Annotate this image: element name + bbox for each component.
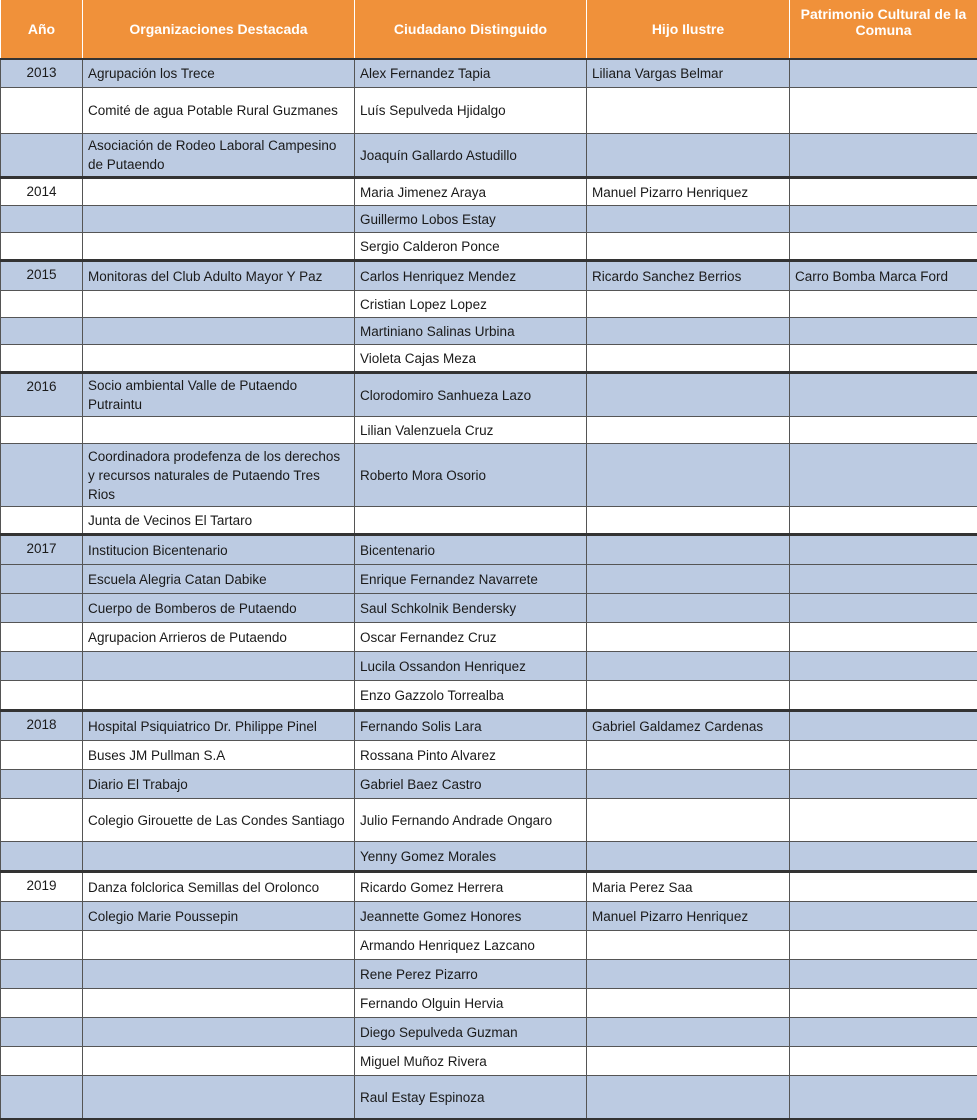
cell-patrimonio xyxy=(790,565,977,594)
cell-year xyxy=(1,989,83,1018)
cell-hijo xyxy=(587,623,790,652)
cell-org xyxy=(83,1047,355,1076)
cell-year xyxy=(1,799,83,842)
cell-year: 2013 xyxy=(1,59,83,88)
cell-citizen: Maria Jimenez Araya xyxy=(355,178,587,206)
table-row xyxy=(1,59,977,88)
table-row xyxy=(1,842,977,872)
cell-org xyxy=(83,291,355,318)
cell-org: Diario El Trabajo xyxy=(83,770,355,799)
table-row xyxy=(1,1047,977,1076)
table-row xyxy=(1,565,977,594)
cell-hijo: Ricardo Sanchez Berrios xyxy=(587,261,790,291)
cell-hijo xyxy=(587,1076,790,1120)
cell-year xyxy=(1,1047,83,1076)
cell-hijo xyxy=(587,565,790,594)
cell-citizen xyxy=(355,507,587,535)
table-row xyxy=(1,741,977,770)
cell-org xyxy=(83,318,355,345)
cell-patrimonio xyxy=(790,931,977,960)
table-row xyxy=(1,134,977,178)
table-row xyxy=(1,373,977,417)
cell-year xyxy=(1,417,83,444)
cell-patrimonio xyxy=(790,373,977,417)
cell-patrimonio xyxy=(790,1076,977,1120)
cell-patrimonio xyxy=(790,652,977,681)
cell-citizen: Enzo Gazzolo Torrealba xyxy=(355,681,587,711)
cell-hijo xyxy=(587,842,790,872)
cell-patrimonio xyxy=(790,1018,977,1047)
cell-year: 2019 xyxy=(1,872,83,902)
cell-patrimonio xyxy=(790,842,977,872)
cell-year xyxy=(1,88,83,134)
cell-hijo xyxy=(587,931,790,960)
cell-patrimonio xyxy=(790,594,977,623)
cell-org xyxy=(83,842,355,872)
cell-hijo xyxy=(587,291,790,318)
cell-citizen: Lilian Valenzuela Cruz xyxy=(355,417,587,444)
cell-patrimonio xyxy=(790,291,977,318)
cell-hijo xyxy=(587,417,790,444)
table-row xyxy=(1,989,977,1018)
cell-hijo: Gabriel Galdamez Cardenas xyxy=(587,711,790,741)
cell-year xyxy=(1,741,83,770)
cell-hijo xyxy=(587,652,790,681)
cell-org: Junta de Vecinos El Tartaro xyxy=(83,507,355,535)
cell-citizen: Armando Henriquez Lazcano xyxy=(355,931,587,960)
cell-citizen: Rene Perez Pizarro xyxy=(355,960,587,989)
cell-hijo: Liliana Vargas Belmar xyxy=(587,59,790,88)
cell-citizen: Raul Estay Espinoza xyxy=(355,1076,587,1120)
table-row xyxy=(1,178,977,206)
table-row xyxy=(1,261,977,291)
cell-hijo xyxy=(587,799,790,842)
header-hijo-ilustre: Hijo Ilustre xyxy=(587,0,790,59)
cell-org: Socio ambiental Valle de Putaendo Putraintu xyxy=(83,373,355,417)
cell-citizen: Julio Fernando Andrade Ongaro xyxy=(355,799,587,842)
cell-citizen: Alex Fernandez Tapia xyxy=(355,59,587,88)
table-row xyxy=(1,1018,977,1047)
table-row xyxy=(1,799,977,842)
header-year: Año xyxy=(1,0,83,59)
cell-patrimonio xyxy=(790,902,977,931)
cell-citizen: Fernando Olguin Hervia xyxy=(355,989,587,1018)
cell-year xyxy=(1,444,83,507)
cell-patrimonio: Carro Bomba Marca Ford xyxy=(790,261,977,291)
cell-org: Comité de agua Potable Rural Guzmanes xyxy=(83,88,355,134)
cell-year xyxy=(1,507,83,535)
header-distinguished-citizen: Ciudadano Distinguido xyxy=(355,0,587,59)
cell-citizen: Ricardo Gomez Herrera xyxy=(355,872,587,902)
cell-patrimonio xyxy=(790,88,977,134)
cell-org: Hospital Psiquiatrico Dr. Philippe Pinel xyxy=(83,711,355,741)
cell-hijo xyxy=(587,88,790,134)
cell-org xyxy=(83,345,355,373)
cell-hijo xyxy=(587,233,790,261)
cell-org: Coordinadora prodefenza de los derechos y recursos naturales de Putaendo Tres Rios xyxy=(83,444,355,507)
cell-patrimonio xyxy=(790,960,977,989)
cell-year xyxy=(1,134,83,178)
cell-year xyxy=(1,565,83,594)
cell-org: Cuerpo de Bomberos de Putaendo xyxy=(83,594,355,623)
cell-citizen: Joaquín Gallardo Astudillo xyxy=(355,134,587,178)
cell-patrimonio xyxy=(790,59,977,88)
cell-citizen: Jeannette Gomez Honores xyxy=(355,902,587,931)
cell-patrimonio xyxy=(790,417,977,444)
table-row xyxy=(1,318,977,345)
cell-org: Danza folclorica Semillas del Orolonco xyxy=(83,872,355,902)
cell-year xyxy=(1,623,83,652)
table-row xyxy=(1,931,977,960)
cell-org xyxy=(83,931,355,960)
cell-year: 2015 xyxy=(1,261,83,291)
cell-patrimonio xyxy=(790,741,977,770)
cell-patrimonio xyxy=(790,681,977,711)
cell-citizen: Clorodomiro Sanhueza Lazo xyxy=(355,373,587,417)
table-row xyxy=(1,652,977,681)
cell-patrimonio xyxy=(790,444,977,507)
table-row xyxy=(1,88,977,134)
cell-citizen: Oscar Fernandez Cruz xyxy=(355,623,587,652)
cell-hijo xyxy=(587,535,790,565)
cell-year xyxy=(1,1018,83,1047)
cell-year xyxy=(1,960,83,989)
cell-patrimonio xyxy=(790,178,977,206)
cell-org xyxy=(83,681,355,711)
cell-citizen: Lucila Ossandon Henriquez xyxy=(355,652,587,681)
cell-year xyxy=(1,842,83,872)
table-row xyxy=(1,417,977,444)
table-row xyxy=(1,770,977,799)
cell-year xyxy=(1,652,83,681)
cell-hijo: Manuel Pizarro Henriquez xyxy=(587,902,790,931)
cell-patrimonio xyxy=(790,770,977,799)
cell-hijo xyxy=(587,989,790,1018)
cell-org: Buses JM Pullman S.A xyxy=(83,741,355,770)
cell-patrimonio xyxy=(790,134,977,178)
cell-patrimonio xyxy=(790,233,977,261)
table-row xyxy=(1,444,977,507)
cell-org xyxy=(83,1076,355,1120)
cell-patrimonio xyxy=(790,1047,977,1076)
cell-hijo xyxy=(587,594,790,623)
cell-patrimonio xyxy=(790,507,977,535)
cell-hijo xyxy=(587,318,790,345)
table-row xyxy=(1,902,977,931)
cell-year: 2017 xyxy=(1,535,83,565)
cell-hijo xyxy=(587,444,790,507)
cell-hijo xyxy=(587,206,790,233)
table-row xyxy=(1,507,977,535)
table-row xyxy=(1,233,977,261)
cell-org: Colegio Girouette de Las Condes Santiago xyxy=(83,799,355,842)
cell-year: 2016 xyxy=(1,373,83,417)
cell-patrimonio xyxy=(790,799,977,842)
cell-year: 2014 xyxy=(1,178,83,206)
cell-year xyxy=(1,931,83,960)
cell-year xyxy=(1,291,83,318)
cell-citizen: Guillermo Lobos Estay xyxy=(355,206,587,233)
cell-year xyxy=(1,233,83,261)
table-row xyxy=(1,345,977,373)
cell-year xyxy=(1,770,83,799)
table-row xyxy=(1,872,977,902)
cell-org: Agrupación los Trece xyxy=(83,59,355,88)
cell-citizen: Roberto Mora Osorio xyxy=(355,444,587,507)
cell-patrimonio xyxy=(790,711,977,741)
table-row xyxy=(1,681,977,711)
cell-hijo xyxy=(587,345,790,373)
cell-org xyxy=(83,233,355,261)
cell-patrimonio xyxy=(790,345,977,373)
header-row xyxy=(1,0,977,59)
cell-hijo xyxy=(587,741,790,770)
table-row xyxy=(1,594,977,623)
cell-patrimonio xyxy=(790,872,977,902)
cell-org xyxy=(83,652,355,681)
header-patrimonio: Patrimonio Cultural de la Comuna xyxy=(790,0,977,59)
cell-citizen: Luís Sepulveda Hjidalgo xyxy=(355,88,587,134)
cell-hijo xyxy=(587,770,790,799)
cell-patrimonio xyxy=(790,535,977,565)
cell-org: Escuela Alegria Catan Dabike xyxy=(83,565,355,594)
cell-patrimonio xyxy=(790,318,977,345)
cell-patrimonio xyxy=(790,989,977,1018)
cell-patrimonio xyxy=(790,623,977,652)
cell-org xyxy=(83,206,355,233)
cell-org xyxy=(83,178,355,206)
cell-org: Colegio Marie Poussepin xyxy=(83,902,355,931)
cell-year xyxy=(1,206,83,233)
cell-hijo xyxy=(587,507,790,535)
cell-citizen: Gabriel Baez Castro xyxy=(355,770,587,799)
cell-hijo xyxy=(587,960,790,989)
cell-citizen: Rossana Pinto Alvarez xyxy=(355,741,587,770)
cell-org: Institucion Bicentenario xyxy=(83,535,355,565)
cell-hijo xyxy=(587,134,790,178)
cell-citizen: Diego Sepulveda Guzman xyxy=(355,1018,587,1047)
cell-hijo xyxy=(587,1047,790,1076)
cell-citizen: Martiniano Salinas Urbina xyxy=(355,318,587,345)
table-row xyxy=(1,206,977,233)
table-row xyxy=(1,960,977,989)
cell-citizen: Sergio Calderon Ponce xyxy=(355,233,587,261)
cell-year xyxy=(1,1076,83,1120)
table-row xyxy=(1,623,977,652)
cell-citizen: Cristian Lopez Lopez xyxy=(355,291,587,318)
table-row xyxy=(1,535,977,565)
cell-year xyxy=(1,345,83,373)
cell-org xyxy=(83,1018,355,1047)
cell-year xyxy=(1,594,83,623)
cell-org: Agrupacion Arrieros de Putaendo xyxy=(83,623,355,652)
cell-org xyxy=(83,417,355,444)
cell-org: Asociación de Rodeo Laboral Campesino de Putaendo xyxy=(83,134,355,178)
cell-hijo: Maria Perez Saa xyxy=(587,872,790,902)
cell-org: Monitoras del Club Adulto Mayor Y Paz xyxy=(83,261,355,291)
cell-citizen: Yenny Gomez Morales xyxy=(355,842,587,872)
cell-org xyxy=(83,989,355,1018)
cell-citizen: Fernando Solis Lara xyxy=(355,711,587,741)
cell-year: 2018 xyxy=(1,711,83,741)
cell-patrimonio xyxy=(790,206,977,233)
table-row xyxy=(1,291,977,318)
cell-citizen: Miguel Muñoz Rivera xyxy=(355,1047,587,1076)
cell-citizen: Enrique Fernandez Navarrete xyxy=(355,565,587,594)
table-row xyxy=(1,1076,977,1120)
cell-citizen: Bicentenario xyxy=(355,535,587,565)
cell-org xyxy=(83,960,355,989)
cell-citizen: Carlos Henriquez Mendez xyxy=(355,261,587,291)
cell-hijo xyxy=(587,1018,790,1047)
cell-year xyxy=(1,681,83,711)
cell-year xyxy=(1,902,83,931)
header-organizations: Organizaciones Destacada xyxy=(83,0,355,59)
table-row xyxy=(1,711,977,741)
cell-hijo xyxy=(587,681,790,711)
cell-hijo xyxy=(587,373,790,417)
cell-year xyxy=(1,318,83,345)
cell-hijo: Manuel Pizarro Henriquez xyxy=(587,178,790,206)
cell-citizen: Saul Schkolnik Bendersky xyxy=(355,594,587,623)
cell-citizen: Violeta Cajas Meza xyxy=(355,345,587,373)
